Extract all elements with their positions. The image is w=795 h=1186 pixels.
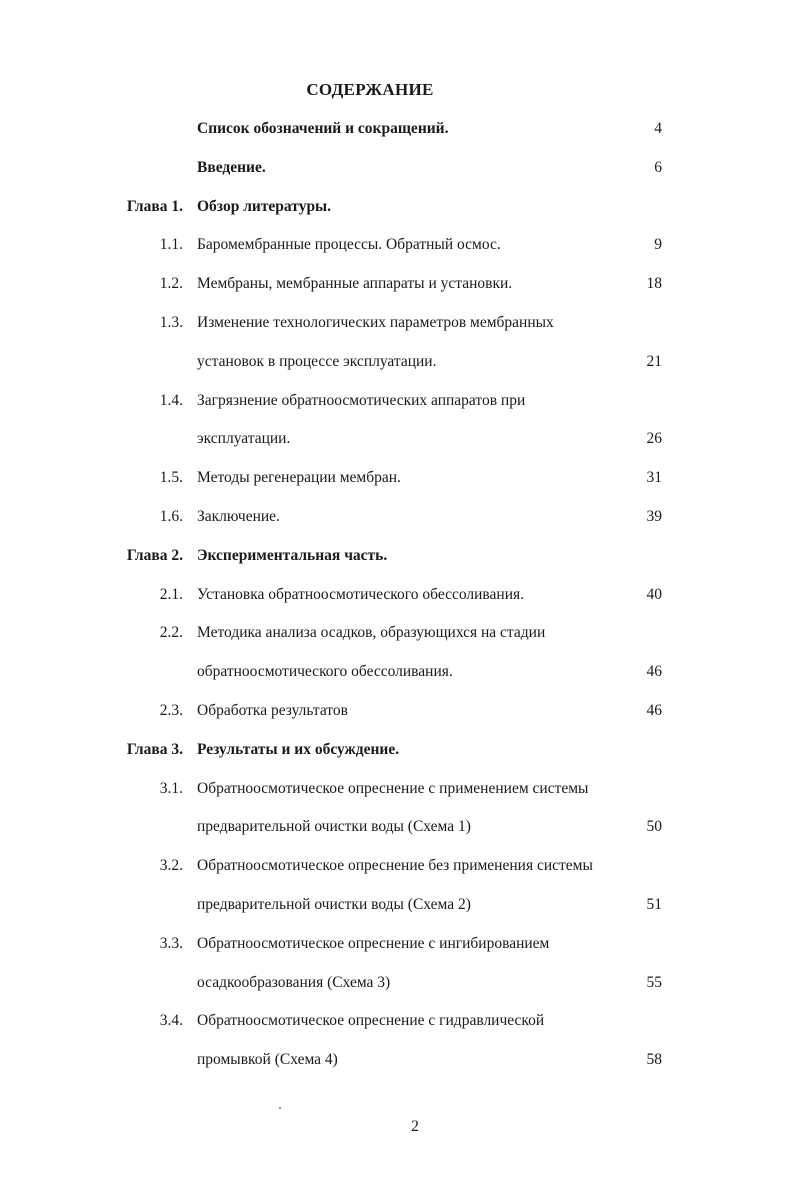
- toc-entry-page: 46: [646, 701, 662, 719]
- toc-entry-text: обратноосмотического обессоливания.: [197, 663, 453, 681]
- toc-entry-page: 9: [654, 236, 662, 254]
- toc-chapter-title: Результаты и их обсуждение.: [197, 740, 400, 758]
- toc-entry-text: установок в процессе эксплуатации.: [197, 352, 437, 370]
- toc-entry: [0, 304, 795, 343]
- toc-entry-page: 21: [646, 352, 662, 370]
- toc-entry: [0, 1002, 795, 1041]
- toc-entry-page: 46: [646, 663, 662, 681]
- toc-entry-page: 50: [646, 818, 662, 836]
- page-number: 2: [411, 1118, 419, 1135]
- toc-entry-label: 1.1.: [159, 236, 183, 254]
- toc-entry-label: 2.2.: [159, 624, 183, 642]
- toc-entry: [0, 459, 795, 498]
- toc-entry-page: 58: [646, 1051, 662, 1069]
- toc-entry-label: 1.2.: [159, 275, 183, 293]
- table-of-contents: [0, 110, 795, 1080]
- toc-chapter-title: Экспериментальная часть.: [197, 546, 388, 564]
- toc-entry-page: 40: [646, 585, 662, 603]
- toc-entry-text: Список обозначений и сокращений.: [197, 120, 449, 137]
- toc-entry-text: Изменение технологических параметров мембранных: [197, 313, 554, 331]
- toc-entry-label: 2.3.: [159, 701, 183, 719]
- toc-entry: [0, 110, 795, 149]
- toc-entry-page: 31: [646, 469, 662, 487]
- toc-entry-text: Установка обратноосмотического обессоливания.: [197, 585, 525, 603]
- toc-entry-continuation: [0, 420, 795, 459]
- toc-chapter: [0, 537, 795, 576]
- toc-entry-label: 1.4.: [159, 391, 183, 409]
- toc-entry: [0, 614, 795, 653]
- toc-entry-text: осадкообразования (Схема 3): [197, 973, 391, 991]
- toc-entry-continuation: [0, 886, 795, 925]
- toc-entry-label: 3.4.: [159, 1012, 183, 1030]
- toc-entry-text: Методика анализа осадков, образующихся на стадии: [197, 624, 546, 642]
- toc-entry-label: 3.3.: [159, 934, 183, 952]
- toc-entry-text: Баромембранные процессы. Обратный осмос.: [197, 236, 501, 254]
- toc-entry-text: Обратноосмотическое опреснение без применения системы: [197, 857, 593, 875]
- toc-entry-text: Обратноосмотическое опреснение с ингибированием: [197, 934, 550, 952]
- toc-entry-text: промывкой (Схема 4): [197, 1051, 338, 1069]
- scan-speck: [279, 1107, 281, 1109]
- toc-entry: [0, 847, 795, 886]
- toc-entry: [0, 226, 795, 265]
- toc-entry-continuation: [0, 1041, 795, 1080]
- toc-entry-text: Загрязнение обратноосмотических аппаратов при: [197, 391, 526, 409]
- toc-entry-page: 55: [646, 973, 662, 991]
- toc-entry-continuation: [0, 653, 795, 692]
- toc-chapter-label: Глава 2.: [126, 546, 183, 564]
- toc-entry-continuation: [0, 808, 795, 847]
- toc-entry-label: 1.3.: [159, 313, 183, 331]
- toc-chapter: [0, 731, 795, 770]
- toc-entry-page: 39: [646, 507, 662, 525]
- toc-entry-text: Мембраны, мембранные аппараты и установки.: [197, 275, 513, 293]
- toc-entry-label: 3.1.: [159, 779, 183, 797]
- toc-entry-label: 1.5.: [159, 469, 183, 487]
- toc-entry-text: Методы регенерации мембран.: [197, 469, 401, 487]
- toc-entry-page: 18: [646, 275, 662, 293]
- toc-entry-text: эксплуатации.: [197, 430, 291, 448]
- toc-entry: [0, 770, 795, 809]
- toc-chapter: [0, 188, 795, 227]
- toc-entry-label: 1.6.: [159, 507, 183, 525]
- toc-entry: [0, 692, 795, 731]
- toc-entry-text: Обратноосмотическое опреснение с применением системы: [197, 779, 589, 797]
- toc-entry: [0, 498, 795, 537]
- toc-entry: [0, 149, 795, 188]
- toc-entry: [0, 382, 795, 421]
- toc-entry-text: Обратноосмотическое опреснение с гидравлической: [197, 1012, 545, 1030]
- toc-entry-page: 6: [654, 158, 662, 176]
- toc-chapter-label: Глава 1.: [126, 197, 183, 215]
- toc-entry-text: Обработка результатов: [197, 701, 348, 719]
- toc-entry-continuation: [0, 964, 795, 1003]
- toc-entry-text: Заключение.: [197, 507, 280, 525]
- toc-chapter-title: Обзор литературы.: [197, 197, 332, 215]
- toc-entry: [0, 925, 795, 964]
- toc-entry-label: 3.2.: [159, 857, 183, 875]
- toc-entry-label: 2.1.: [159, 585, 183, 603]
- toc-entry-text: Введение.: [197, 158, 266, 176]
- toc-entry-page: 4: [654, 120, 662, 137]
- toc-chapter-label: Глава 3.: [126, 740, 183, 758]
- toc-entry-text: предварительной очистки воды (Схема 2): [197, 895, 471, 913]
- toc-entry-text: предварительной очистки воды (Схема 1): [197, 818, 471, 836]
- toc-entry: [0, 265, 795, 304]
- toc-entry-continuation: [0, 343, 795, 382]
- toc-entry: [0, 576, 795, 615]
- page-title: СОДЕРЖАНИЕ: [306, 80, 434, 99]
- toc-entry-page: 51: [646, 895, 662, 913]
- toc-entry-page: 26: [646, 430, 662, 448]
